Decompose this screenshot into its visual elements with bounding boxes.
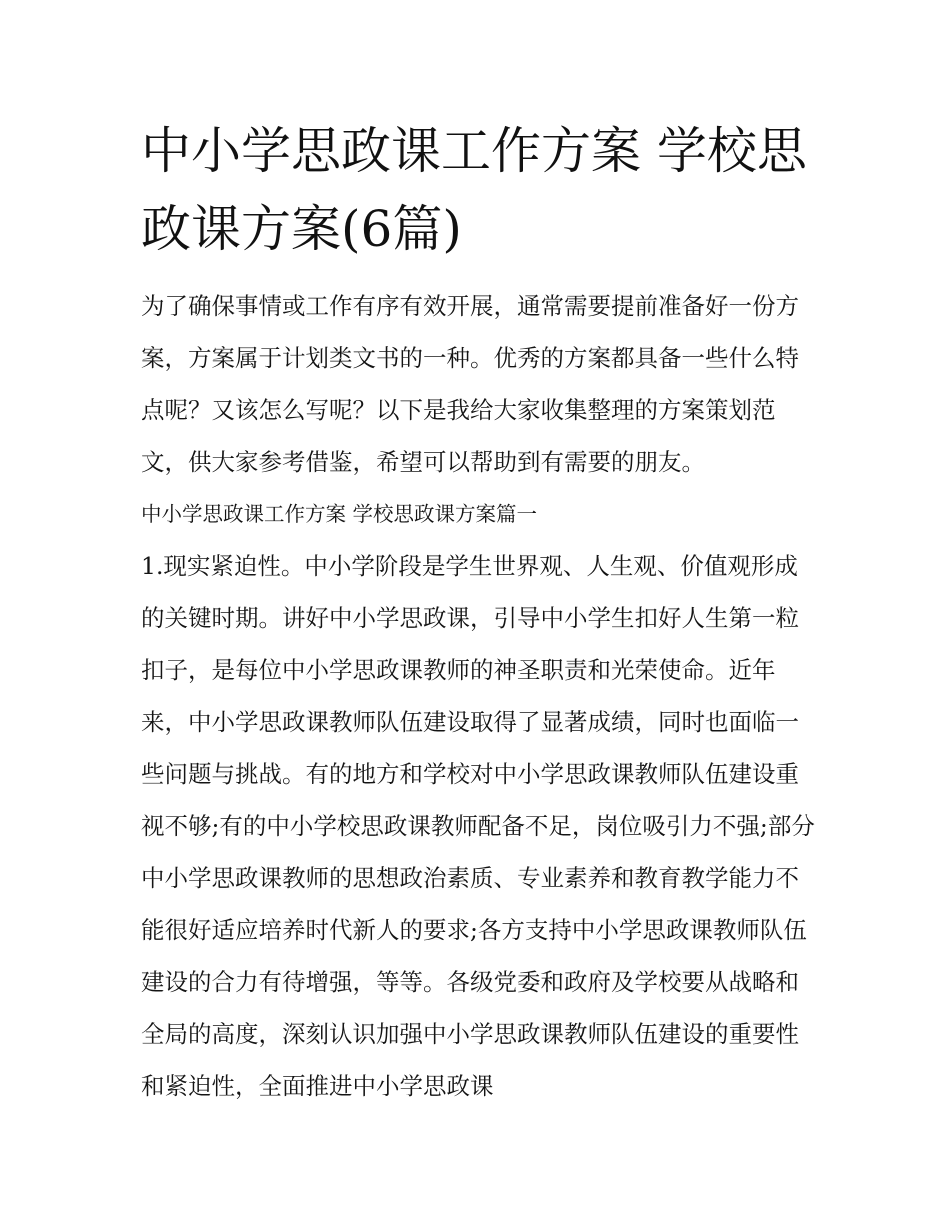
document-title: 中小学思政课工作方案 学校思政课方案(6篇) — [141, 122, 807, 258]
document-content — [141, 112, 821, 1112]
body-paragraph: 1.现实紧迫性。中小学阶段是学生世界观、人生观、价值观形成的关键时期。讲好中小学思政课，引导中小学生扣好人生第一粒扣子，是每位中小学思政课教师的神圣职责和光荣使命。近年来，中小学思政课教师队伍建设取得了显著成绩，同时也面临一些问题与挑战。有的地方和学校对中小学思政课教师队伍建设重视不够;有的中小学校思政课教师配备不足，岗位吸引力不强;部分中小学思政课教师的思想政治素质、专业素养和教育教学能力不能很好适应培养时代新人的要求;各方支持中小学思政课教师队伍建设的合力有待增强，等等。各级党委和政府及学校要从战略和全局的高度，深刻认识加强中小学思政课教师队伍建设的重要性和紧迫性，全面推进中小学思政课 — [141, 552, 815, 1100]
intro-paragraph: 为了确保事情或工作有序有效开展，通常需要提前准备好一份方案，方案属于计划类文书的一种。优秀的方案都具备一些什么特点呢？又该怎么写呢？以下是我给大家收集整理的方案策划范文，供大家参考借鉴，希望可以帮助到有需要的朋友。 — [141, 292, 799, 476]
section-heading: 中小学思政课工作方案 学校思政课方案篇一 — [141, 502, 538, 526]
